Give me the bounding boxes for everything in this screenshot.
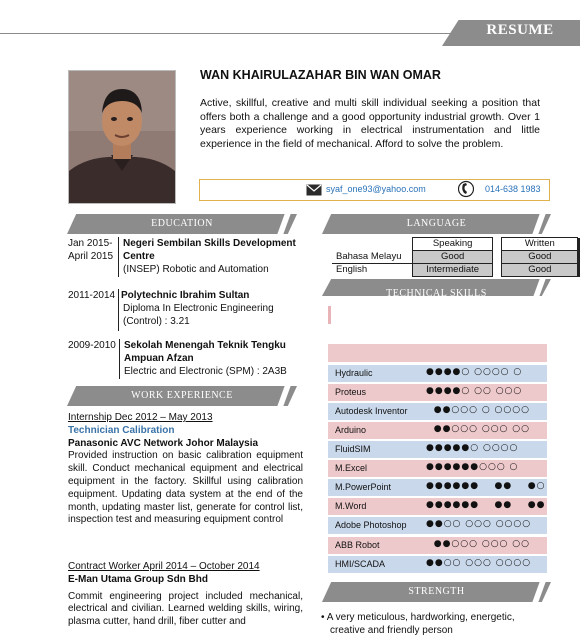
written-level: Good: [502, 251, 578, 264]
skill-name: M.Excel: [335, 463, 368, 473]
skill-rating: ●●○○○ ○○○ ○○: [426, 424, 530, 434]
strength-list: [321, 611, 551, 637]
edu-divider: [118, 289, 119, 331]
job-period: Contract Worker April 2014 – October 2014: [68, 561, 260, 572]
language-banner: [322, 214, 551, 234]
language-name: English: [336, 264, 368, 276]
skill-rating: ●●○○○ ○ ○○○○: [426, 405, 530, 415]
skill-row: [328, 498, 547, 515]
job-role: Technician Calibration: [68, 424, 175, 436]
edu-item: Sekolah Menengah Teknik Tengku Ampuan Afzan Electric and Electronic (SPM) : 2A3B: [124, 340, 287, 377]
job-company: Panasonic AVC Network Johor Malaysia: [68, 437, 259, 449]
skill-name: Autodesk Inventor: [335, 406, 408, 416]
skill-row: [328, 384, 547, 401]
skill-rating: ●●●●●● ●● ●○: [426, 481, 546, 491]
contact-phone: 014-638 1983: [485, 184, 541, 194]
job-company: E-Man Utama Group Sdn Bhd: [68, 573, 208, 585]
header-speaking: Speaking: [413, 238, 493, 251]
edu-date: 2011-2014: [68, 290, 116, 301]
skill-row: [328, 479, 547, 496]
skill-rating: ●●●●○ ○○ ○○○: [426, 386, 523, 396]
skill-row: [328, 517, 547, 534]
education-title: EDUCATION: [151, 218, 213, 229]
skill-row: [328, 556, 547, 573]
skill-row: [328, 403, 547, 420]
edu-divider: [119, 339, 120, 379]
strength-item: creative and friendly person: [330, 625, 453, 636]
skill-name: FluidSIM: [335, 444, 371, 454]
work-entry: [68, 412, 303, 527]
skill-name: M.PowerPoint: [335, 482, 392, 492]
skill-rating: ●●●●●○ ○○○○: [426, 443, 519, 453]
edu-date: Jan 2015- April 2015: [68, 238, 114, 262]
education-banner: [67, 214, 297, 234]
skill-name: Arduino: [335, 425, 367, 435]
job-description: Commit engineering project included mechanical, electrical and civilian. Learned welding skills, wiring, plasma cutter, hand drill, fiber cutter and: [68, 590, 303, 628]
language-name: Bahasa Melayu: [332, 251, 413, 264]
profile-photo: [68, 70, 176, 204]
strength-banner: [322, 582, 551, 602]
skill-rating: ●●●●●●○○○ ○: [426, 462, 519, 472]
language-title: LANGUAGE: [406, 218, 467, 229]
skill-row: [328, 537, 547, 554]
edu-date: 2009-2010: [68, 340, 116, 351]
resume-label: RESUME: [486, 22, 554, 38]
skill-name: ABB Robot: [335, 540, 380, 550]
written-level: Good: [502, 264, 578, 277]
speaking-level: Intermediate: [413, 264, 493, 277]
job-period: Internship Dec 2012 – May 2013: [68, 412, 213, 423]
skill-rating: ●●○○ ○○○ ○○○○: [426, 558, 532, 568]
skill-name: Hydraulic: [335, 368, 373, 378]
work-title: WORK EXPERIENCE: [131, 390, 233, 401]
skill-row: [328, 365, 547, 382]
skill-name: HMI/SCADA: [335, 559, 386, 569]
candidate-name: WAN KHAIRULAZAHAR BIN WAN OMAR: [200, 68, 441, 82]
skill-rating: ●●○○○ ○○○ ○○: [426, 539, 530, 549]
edu-divider: [118, 237, 119, 277]
skill-rating: ●●●●○ ○○○○ ○: [426, 367, 523, 377]
edu-item: Polytechnic Ibrahim Sultan Diploma In Electronic Engineering (Control) : 3.21: [121, 290, 274, 327]
strength-title: STRENGTH: [408, 586, 465, 597]
skills-marker: [328, 306, 331, 324]
edu-item: Negeri Sembilan Skills Development Centre (INSEP) Robotic and Automation: [123, 238, 296, 275]
strength-item: • A very meticulous, hardworking, energetic,: [321, 612, 515, 623]
skills-header-band: [328, 344, 547, 362]
skill-row: [328, 441, 547, 458]
skill-name: Adobe Photoshop: [335, 520, 407, 530]
skills-banner: [322, 279, 551, 296]
speaking-level: Good: [413, 251, 493, 264]
language-table: [332, 237, 580, 277]
skill-name: M.Word: [335, 501, 367, 511]
work-banner: [67, 386, 297, 406]
skill-row: [328, 460, 547, 477]
skill-name: Proteus: [335, 387, 367, 397]
mail-icon: [306, 183, 322, 201]
skills-title: TECHNICAL SKILLS: [386, 288, 487, 296]
job-description: Provided instruction on basic calibration equipment skill. Conduct mechanical equipment and electrical equipment in the factory. Skillful using calibration equipment. Updating data system at the end of the month, updating master list, generate for control list, inspection test and measuring equipment control: [68, 450, 303, 526]
contact-email[interactable]: syaf_one93@yahoo.com: [326, 184, 426, 194]
profile-summary: Active, skillful, creative and multi skill individual seeking a position that offers both a challenge and a good opportunity industrial growth. Over 1 years experience working in electrical instrumentation and little experience in the field of mechanical. Afford to solve the problem.: [200, 97, 540, 150]
phone-icon: [458, 180, 474, 203]
work-entry: [68, 561, 303, 629]
skill-row: [328, 422, 547, 439]
skill-rating: ●●○○ ○○○ ○○○○: [426, 519, 532, 529]
header-rule: [0, 33, 470, 34]
header-written: Written: [502, 238, 578, 251]
skill-rating: ●●●●●● ●● ●●: [426, 500, 546, 510]
